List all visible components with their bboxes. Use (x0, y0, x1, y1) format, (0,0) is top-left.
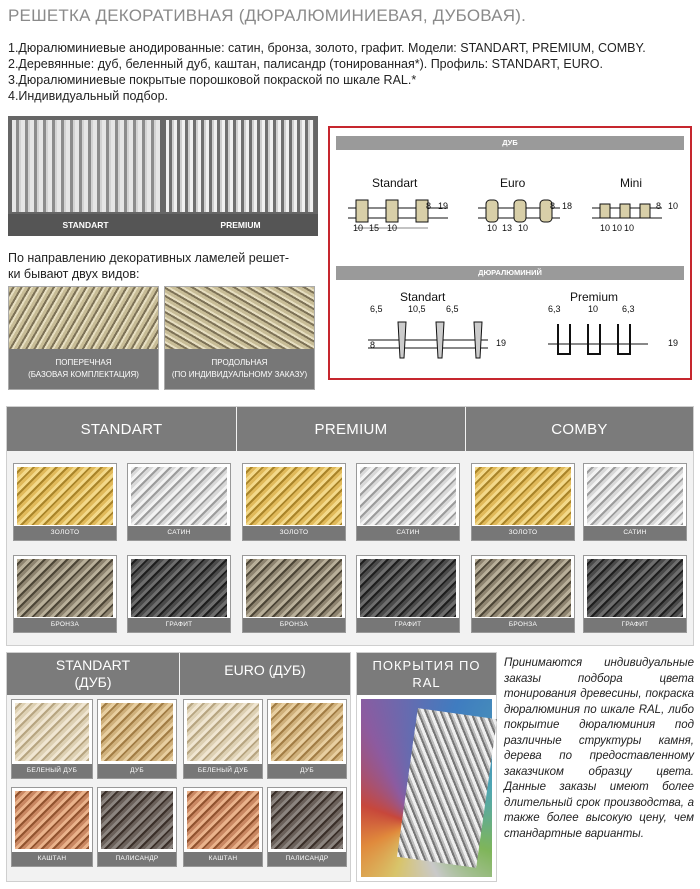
finish-caption: ДУБ (98, 764, 176, 778)
finish-tile (13, 463, 117, 541)
finish-tile (183, 787, 263, 867)
ral-description: Принимаются индивидуальные заказы подбора цвета тонирования древесины, покраска дюралюминия по шкале RAL, либо покрытие дюралюминия под различные структуры камня, дерева по предоставленному заказчиком образцу цвета. Данные заказы имеют более длительный срок производства, а также более высокую цену, чем стандартные варианты. (504, 657, 694, 840)
header-line: (ДУБ) (74, 674, 112, 690)
list-item: 4.Индивидуальный подбор. (8, 89, 168, 103)
gold-image (475, 467, 571, 525)
finish-caption: БЕЛЕНЫЙ ДУБ (184, 764, 262, 778)
oak-image (271, 703, 343, 761)
dim-label: 10 (487, 223, 498, 233)
whiteoak-image (187, 703, 259, 761)
profile-name: Premium (570, 290, 619, 304)
dim-label: 10 (624, 223, 635, 233)
palisander-image (101, 791, 173, 849)
finish-tile (471, 463, 575, 541)
finish-tile (97, 699, 177, 779)
chestnut-image (187, 791, 259, 849)
graphite-image (360, 559, 456, 617)
long-grille-image (165, 287, 314, 349)
direction-text (8, 250, 328, 282)
finish-caption: ЗОЛОТО (472, 526, 574, 540)
finish-tile (127, 463, 231, 541)
direction-text-line: По направлению декоративных ламелей решет- (8, 251, 290, 265)
models-section (6, 406, 694, 646)
alu-profiles-header: ДЮРАЛЮМИНИЙ (336, 266, 684, 280)
long-direction-card (164, 286, 315, 390)
caption-line: ПРОДОЛЬНАЯ (211, 358, 268, 367)
finish-caption: САТИН (128, 526, 230, 540)
list-item: 1.Дюралюминиевые анодированные: сатин, бронза, золото, графит. Модели: STANDART, PREMIUM, COMBY. (8, 41, 646, 55)
finish-tile (583, 555, 687, 633)
palisander-image (271, 791, 343, 849)
dim-label: 10 (353, 223, 364, 233)
caption-line: ПОПЕРЕЧНАЯ (55, 358, 112, 367)
caption-line: (БАЗОВАЯ КОМПЛЕКТАЦИЯ) (28, 370, 139, 379)
finish-caption: САТИН (584, 526, 686, 540)
dim-label: 8 (426, 201, 432, 211)
standart-grille-image (12, 120, 160, 212)
finish-caption: КАШТАН (184, 852, 262, 866)
dim-label: 10 (600, 223, 611, 233)
long-caption (165, 349, 314, 389)
finish-caption: ГРАФИТ (357, 618, 459, 632)
list-item: 2.Деревянные: дуб, беленный дуб, каштан, палисандр (тонированная*). Профиль: STANDART, EURO. (8, 57, 603, 71)
dim-label: 10,5 (408, 304, 426, 314)
finish-caption: ПАЛИСАНДР (98, 852, 176, 866)
dim-label: 6,3 (548, 304, 561, 314)
dim-label: 10 (518, 223, 529, 233)
oak-image (101, 703, 173, 761)
ral-section (356, 652, 497, 882)
header-line: STANDART (55, 657, 131, 673)
finish-tile (356, 463, 460, 541)
profile-drawings (328, 126, 692, 380)
dim-label: 6,5 (370, 304, 383, 314)
alu-standart-drawing (358, 318, 508, 368)
gold-image (246, 467, 342, 525)
dim-label: 10 (387, 223, 398, 233)
dim-label: 8 (550, 201, 556, 211)
finish-tile (11, 699, 93, 779)
finish-caption: ПАЛИСАНДР (268, 852, 346, 866)
cross-direction-card (8, 286, 159, 390)
photo-label-standart: STANDART (8, 214, 163, 236)
finish-tile (11, 787, 93, 867)
finish-caption: КАШТАН (12, 852, 92, 866)
feature-list (8, 40, 646, 104)
satin-image (131, 467, 227, 525)
oak-section (6, 652, 351, 882)
profile-name: Euro (500, 176, 526, 190)
finish-caption: ЗОЛОТО (14, 526, 116, 540)
finish-tile (242, 555, 346, 633)
ral-header (357, 653, 496, 695)
finish-caption: БРОНЗА (14, 618, 116, 632)
dim-label: 10 (668, 201, 679, 211)
premium-grille-image (166, 120, 314, 212)
profile-name: Mini (620, 176, 643, 190)
finish-tile (267, 787, 347, 867)
bronze-image (17, 559, 113, 617)
list-item: 3.Дюралюминиевые покрытые порошковой покраской по шкале RAL.* (8, 73, 417, 87)
dim-label: 6,3 (622, 304, 635, 314)
finish-caption: ЗОЛОТО (243, 526, 345, 540)
oak-header-euro: EURO (ДУБ) (180, 653, 350, 695)
finish-caption: САТИН (357, 526, 459, 540)
dim-label: 19 (438, 201, 449, 211)
finish-tile (97, 787, 177, 867)
graphite-image (131, 559, 227, 617)
satin-image (360, 467, 456, 525)
dim-label: 8 (370, 340, 376, 350)
finish-tile (583, 463, 687, 541)
finish-tile (127, 555, 231, 633)
gold-image (17, 467, 113, 525)
finish-tile (242, 463, 346, 541)
finish-tile (183, 699, 263, 779)
dim-label: 19 (496, 338, 507, 348)
chestnut-image (15, 791, 89, 849)
profile-name: Standart (372, 176, 418, 190)
alu-premium-drawing (548, 318, 658, 368)
bronze-image (246, 559, 342, 617)
caption-line: (ПО ИНДИВИДУАЛЬНОМУ ЗАКАЗУ) (171, 370, 308, 379)
dim-label: 10 (588, 304, 599, 314)
oak-header-standart (7, 653, 179, 695)
header-line: RAL (412, 675, 441, 690)
finish-caption: БРОНЗА (472, 618, 574, 632)
finish-caption: ГРАФИТ (584, 618, 686, 632)
whiteoak-image (15, 703, 89, 761)
cross-caption (9, 349, 158, 389)
model-header-premium: PREMIUM (236, 407, 465, 451)
dim-label: 15 (369, 223, 380, 233)
model-header-standart: STANDART (7, 407, 236, 451)
grille-photo (8, 116, 318, 236)
dim-label: 6,5 (446, 304, 459, 314)
photo-label-premium: PREMIUM (163, 214, 318, 236)
dim-label: 13 (502, 223, 513, 233)
finish-caption: ДУБ (268, 764, 346, 778)
header-line: ПОКРЫТИЯ ПО (372, 658, 481, 673)
model-header-comby: COMBY (465, 407, 693, 451)
dim-label: 10 (612, 223, 623, 233)
page-title: РЕШЕТКА ДЕКОРАТИВНАЯ (ДЮРАЛЮМИНИЕВАЯ, ДУБОВАЯ). (8, 6, 527, 25)
finish-tile (13, 555, 117, 633)
cross-grille-image (9, 287, 158, 349)
finish-caption: БЕЛЕНЫЙ ДУБ (12, 764, 92, 778)
graphite-image (587, 559, 683, 617)
oak-profiles-header: ДУБ (336, 136, 684, 150)
finish-caption: ГРАФИТ (128, 618, 230, 632)
finish-tile (471, 555, 575, 633)
satin-image (587, 467, 683, 525)
finish-caption: БРОНЗА (243, 618, 345, 632)
direction-text-line: ки бывают двух видов: (8, 267, 140, 281)
finish-tile (356, 555, 460, 633)
profile-name: Standart (400, 290, 446, 304)
bronze-image (475, 559, 571, 617)
dim-label: 19 (668, 338, 679, 348)
dim-label: 8 (656, 201, 662, 211)
finish-tile (267, 699, 347, 779)
oak-standart-drawing (348, 190, 460, 238)
dim-label: 18 (562, 201, 573, 211)
